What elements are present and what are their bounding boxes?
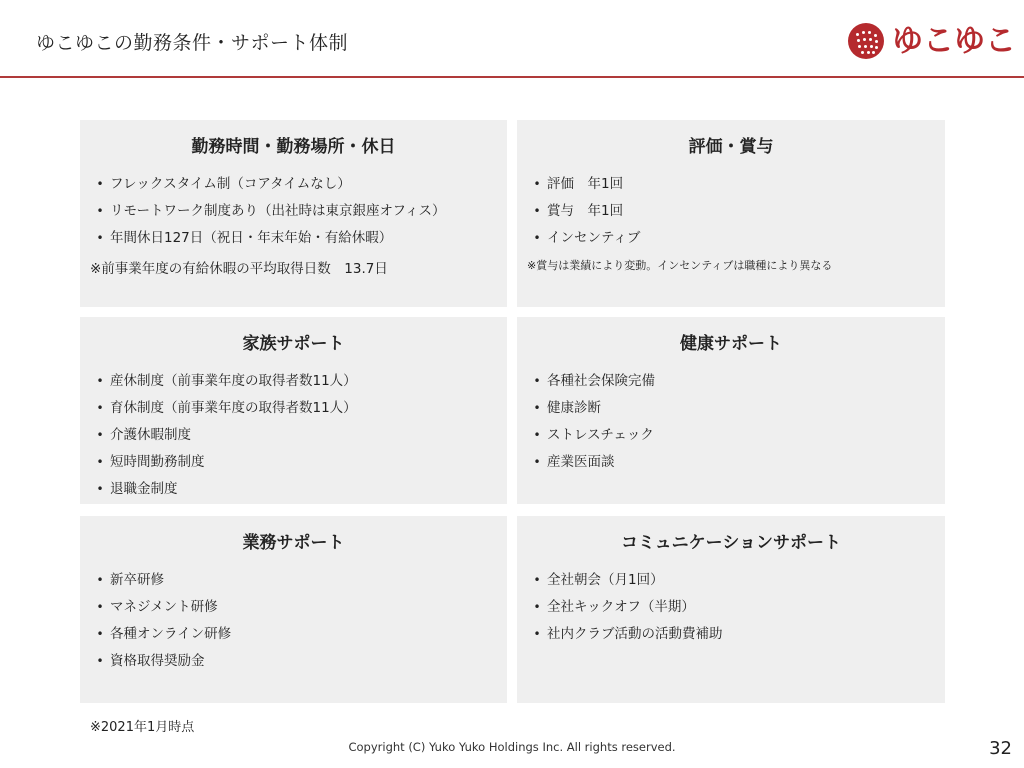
- panel-note: ※賞与は業績により変動。インセンティブは職種により異なる: [527, 259, 833, 272]
- panel-title: コミュニケーションサポート: [621, 533, 841, 553]
- list-item: • 産業医面談: [533, 454, 615, 470]
- logo-mark-icon: [848, 23, 884, 59]
- panel-list: [527, 176, 937, 257]
- list-item: • 全社キックオフ（半期）: [533, 599, 695, 615]
- panel-title: 業務サポート: [242, 533, 345, 553]
- panel-title: 評価・賞与: [688, 137, 774, 157]
- list-item: • リモートワーク制度あり（出社時は東京銀座オフィス）: [96, 203, 446, 219]
- list-item: • 介護休暇制度: [96, 427, 191, 443]
- panel-list: [90, 176, 499, 257]
- panel-health-support: [517, 317, 945, 504]
- list-item: • 短時間勤務制度: [96, 454, 205, 470]
- page-number: 32: [989, 738, 1012, 759]
- list-item: • 産休制度（前事業年度の取得者数11人）: [96, 373, 357, 389]
- list-item: • 年間休日127日（祝日・年末年始・有給休暇）: [96, 230, 393, 246]
- list-item: • 退職金制度: [96, 481, 178, 497]
- panel-list: [527, 373, 937, 481]
- panel-title: 健康サポート: [680, 334, 782, 354]
- panel-title: 家族サポート: [242, 334, 345, 354]
- panel-note: ※前事業年度の有給休暇の平均取得日数 13.7日: [90, 261, 388, 277]
- page-title: ゆこゆこの勤務条件・サポート体制: [36, 32, 349, 54]
- list-item: • インセンティブ: [533, 230, 641, 246]
- panel-evaluation: [517, 120, 945, 307]
- panel-list: [90, 373, 499, 508]
- list-item: • 全社朝会（月1回）: [533, 572, 664, 588]
- list-item: • 各種オンライン研修: [96, 626, 232, 642]
- panel-family-support: [80, 317, 507, 504]
- company-logo: [848, 18, 1018, 64]
- list-item: • 健康診断: [533, 400, 601, 416]
- list-item: • 賞与 年1回: [533, 203, 624, 219]
- list-item: • 新卒研修: [96, 572, 164, 588]
- panel-communication-support: [517, 516, 945, 703]
- logo-text: ゆこゆこ: [892, 23, 1016, 59]
- copyright-text: Copyright (C) Yuko Yuko Holdings Inc. All rights reserved.: [348, 740, 676, 754]
- date-footnote: ※2021年1月時点: [90, 720, 195, 735]
- list-item: • ストレスチェック: [533, 427, 654, 443]
- list-item: • マネジメント研修: [96, 599, 218, 615]
- header-divider: [0, 76, 1024, 78]
- list-item: • 社内クラブ活動の活動費補助: [533, 626, 723, 642]
- list-item: • 育休制度（前事業年度の取得者数11人）: [96, 400, 357, 416]
- panel-work-hours: [80, 120, 507, 307]
- panel-title: 勤務時間・勤務場所・休日: [191, 137, 396, 157]
- list-item: • 資格取得奨励金: [96, 653, 205, 669]
- panel-list: [527, 572, 937, 653]
- panel-list: [90, 572, 499, 680]
- panel-work-support: [80, 516, 507, 703]
- list-item: • 評価 年1回: [533, 176, 624, 192]
- list-item: • 各種社会保険完備: [533, 373, 655, 389]
- list-item: • フレックスタイム制（コアタイムなし）: [96, 176, 351, 192]
